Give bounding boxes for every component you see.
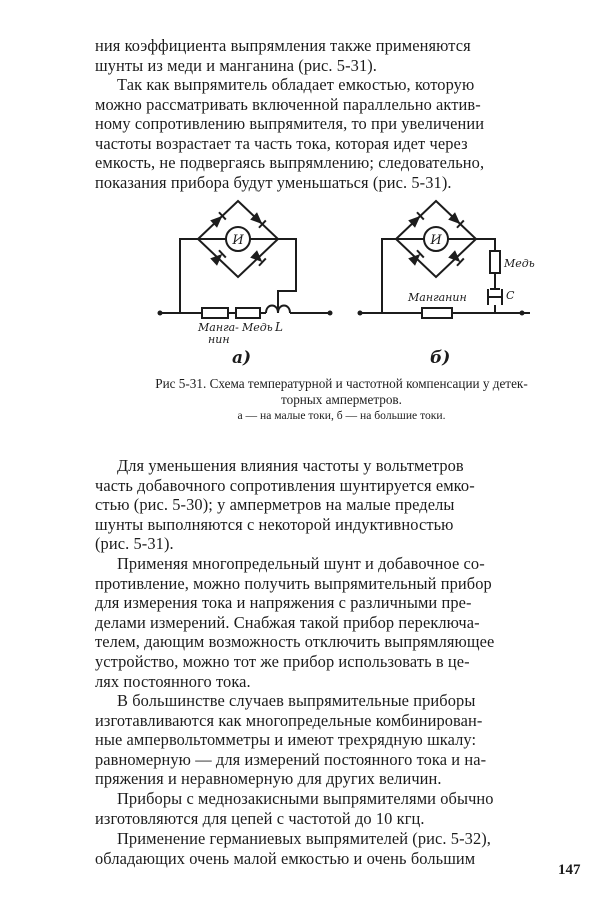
text-line: обладающих очень малой емкостью и очень большим (95, 848, 476, 868)
text-line: лях постоянного тока. (95, 671, 251, 691)
text-line: устройство, можно тот же прибор использовать в це- (95, 651, 470, 671)
text-line: Применение германиевых выпрямителей (рис. 5-32), (117, 829, 491, 848)
text-line: стью (рис. 5-30); у амперметров на малые пределы (95, 495, 455, 515)
text-line: изготовляются для цепей с частотой до 10 кгц. (95, 808, 425, 828)
text-line: Для уменьшения влияния частоты у вольтметров (117, 456, 464, 475)
paragraph-7 (95, 829, 588, 868)
text-line: равномерную — для измерений постоянного тока и на- (95, 749, 487, 769)
text-line: (рис. 5-31). (95, 534, 174, 554)
text-line: В большинстве случаев выпрямительные приборы (117, 691, 476, 710)
text-line: Применяя многопредельный шунт и добавочное со- (117, 554, 485, 573)
text-line: показания прибора будут уменьшаться (рис. 5-31). (95, 172, 452, 192)
text-line: изготавливаются как многопредельные комбинирован- (95, 710, 483, 730)
page-number: 147 (558, 862, 581, 878)
paragraph-5 (95, 691, 588, 789)
caption-line-2: торных амперметров. (281, 392, 402, 407)
figure-5-31 (150, 193, 550, 383)
paragraph-6 (95, 789, 588, 828)
label-manganin-b: Манганин (408, 291, 467, 304)
text-line: Так как выпрямитель обладает емкостью, которую (117, 75, 475, 94)
text-line: емкость, не подвергаясь выпрямлению; следовательно, (95, 153, 485, 173)
text-line: ния коэффициента выпрямления также применяются (95, 36, 471, 55)
label-capacitor: С (506, 289, 515, 302)
text-line: противление, можно получить выпрямительный прибор (95, 573, 492, 593)
text-line: часть добавочного сопротивления шунтируется емко- (95, 475, 475, 495)
figure-caption (95, 376, 588, 424)
circuit-a (160, 201, 330, 318)
label-copper-a: Медь (242, 321, 273, 334)
paragraph-3 (95, 456, 588, 554)
text-line: для измерения тока и напряжения с различными пре- (95, 593, 472, 613)
text-line: делами измерений. Снабжая такой прибор переключа- (95, 612, 480, 632)
subfigure-label-b: б) (430, 348, 451, 368)
label-inductor: L (275, 320, 283, 334)
text-line: можно рассматривать включенной параллельно актив- (95, 94, 481, 114)
paragraph-2 (95, 75, 588, 193)
text-line: ные ампервольтомметры и имеют трехрядную шкалу: (95, 730, 477, 750)
text-line: шунты из меди и манганина (рис. 5-31). (95, 55, 377, 75)
label-manganin-a-2: нин (208, 333, 230, 346)
label-copper-b: Медь (504, 257, 535, 270)
caption-line-1: Рис 5-31. Схема температурной и частотной компенсации у детек- (155, 376, 528, 391)
text-line: пряжения и неравномерную для других величин. (95, 769, 442, 789)
text-line: ному сопротивлению выпрямителя, то при увеличении (95, 114, 485, 134)
subfigure-label-a: а) (232, 348, 252, 368)
circuit-diagrams (150, 193, 550, 383)
text-line: шунты выполняются с некоторой индуктивностью (95, 514, 454, 534)
label-manganin-a: Манга- (198, 321, 239, 334)
text-line: Приборы с меднозакисными выпрямителями обычно (117, 789, 494, 808)
text-line: частоты возрастает та часть тока, которая идет через (95, 133, 468, 153)
paragraph-1 (95, 36, 588, 75)
caption-line-3: а — на малые токи, б — на большие токи. (237, 409, 446, 422)
meter-symbol-b: И (430, 233, 442, 248)
paragraph-4 (95, 554, 588, 691)
text-line: телем, дающим возможность отключить выпрямляющее (95, 632, 495, 652)
meter-symbol-a: И (232, 233, 244, 248)
